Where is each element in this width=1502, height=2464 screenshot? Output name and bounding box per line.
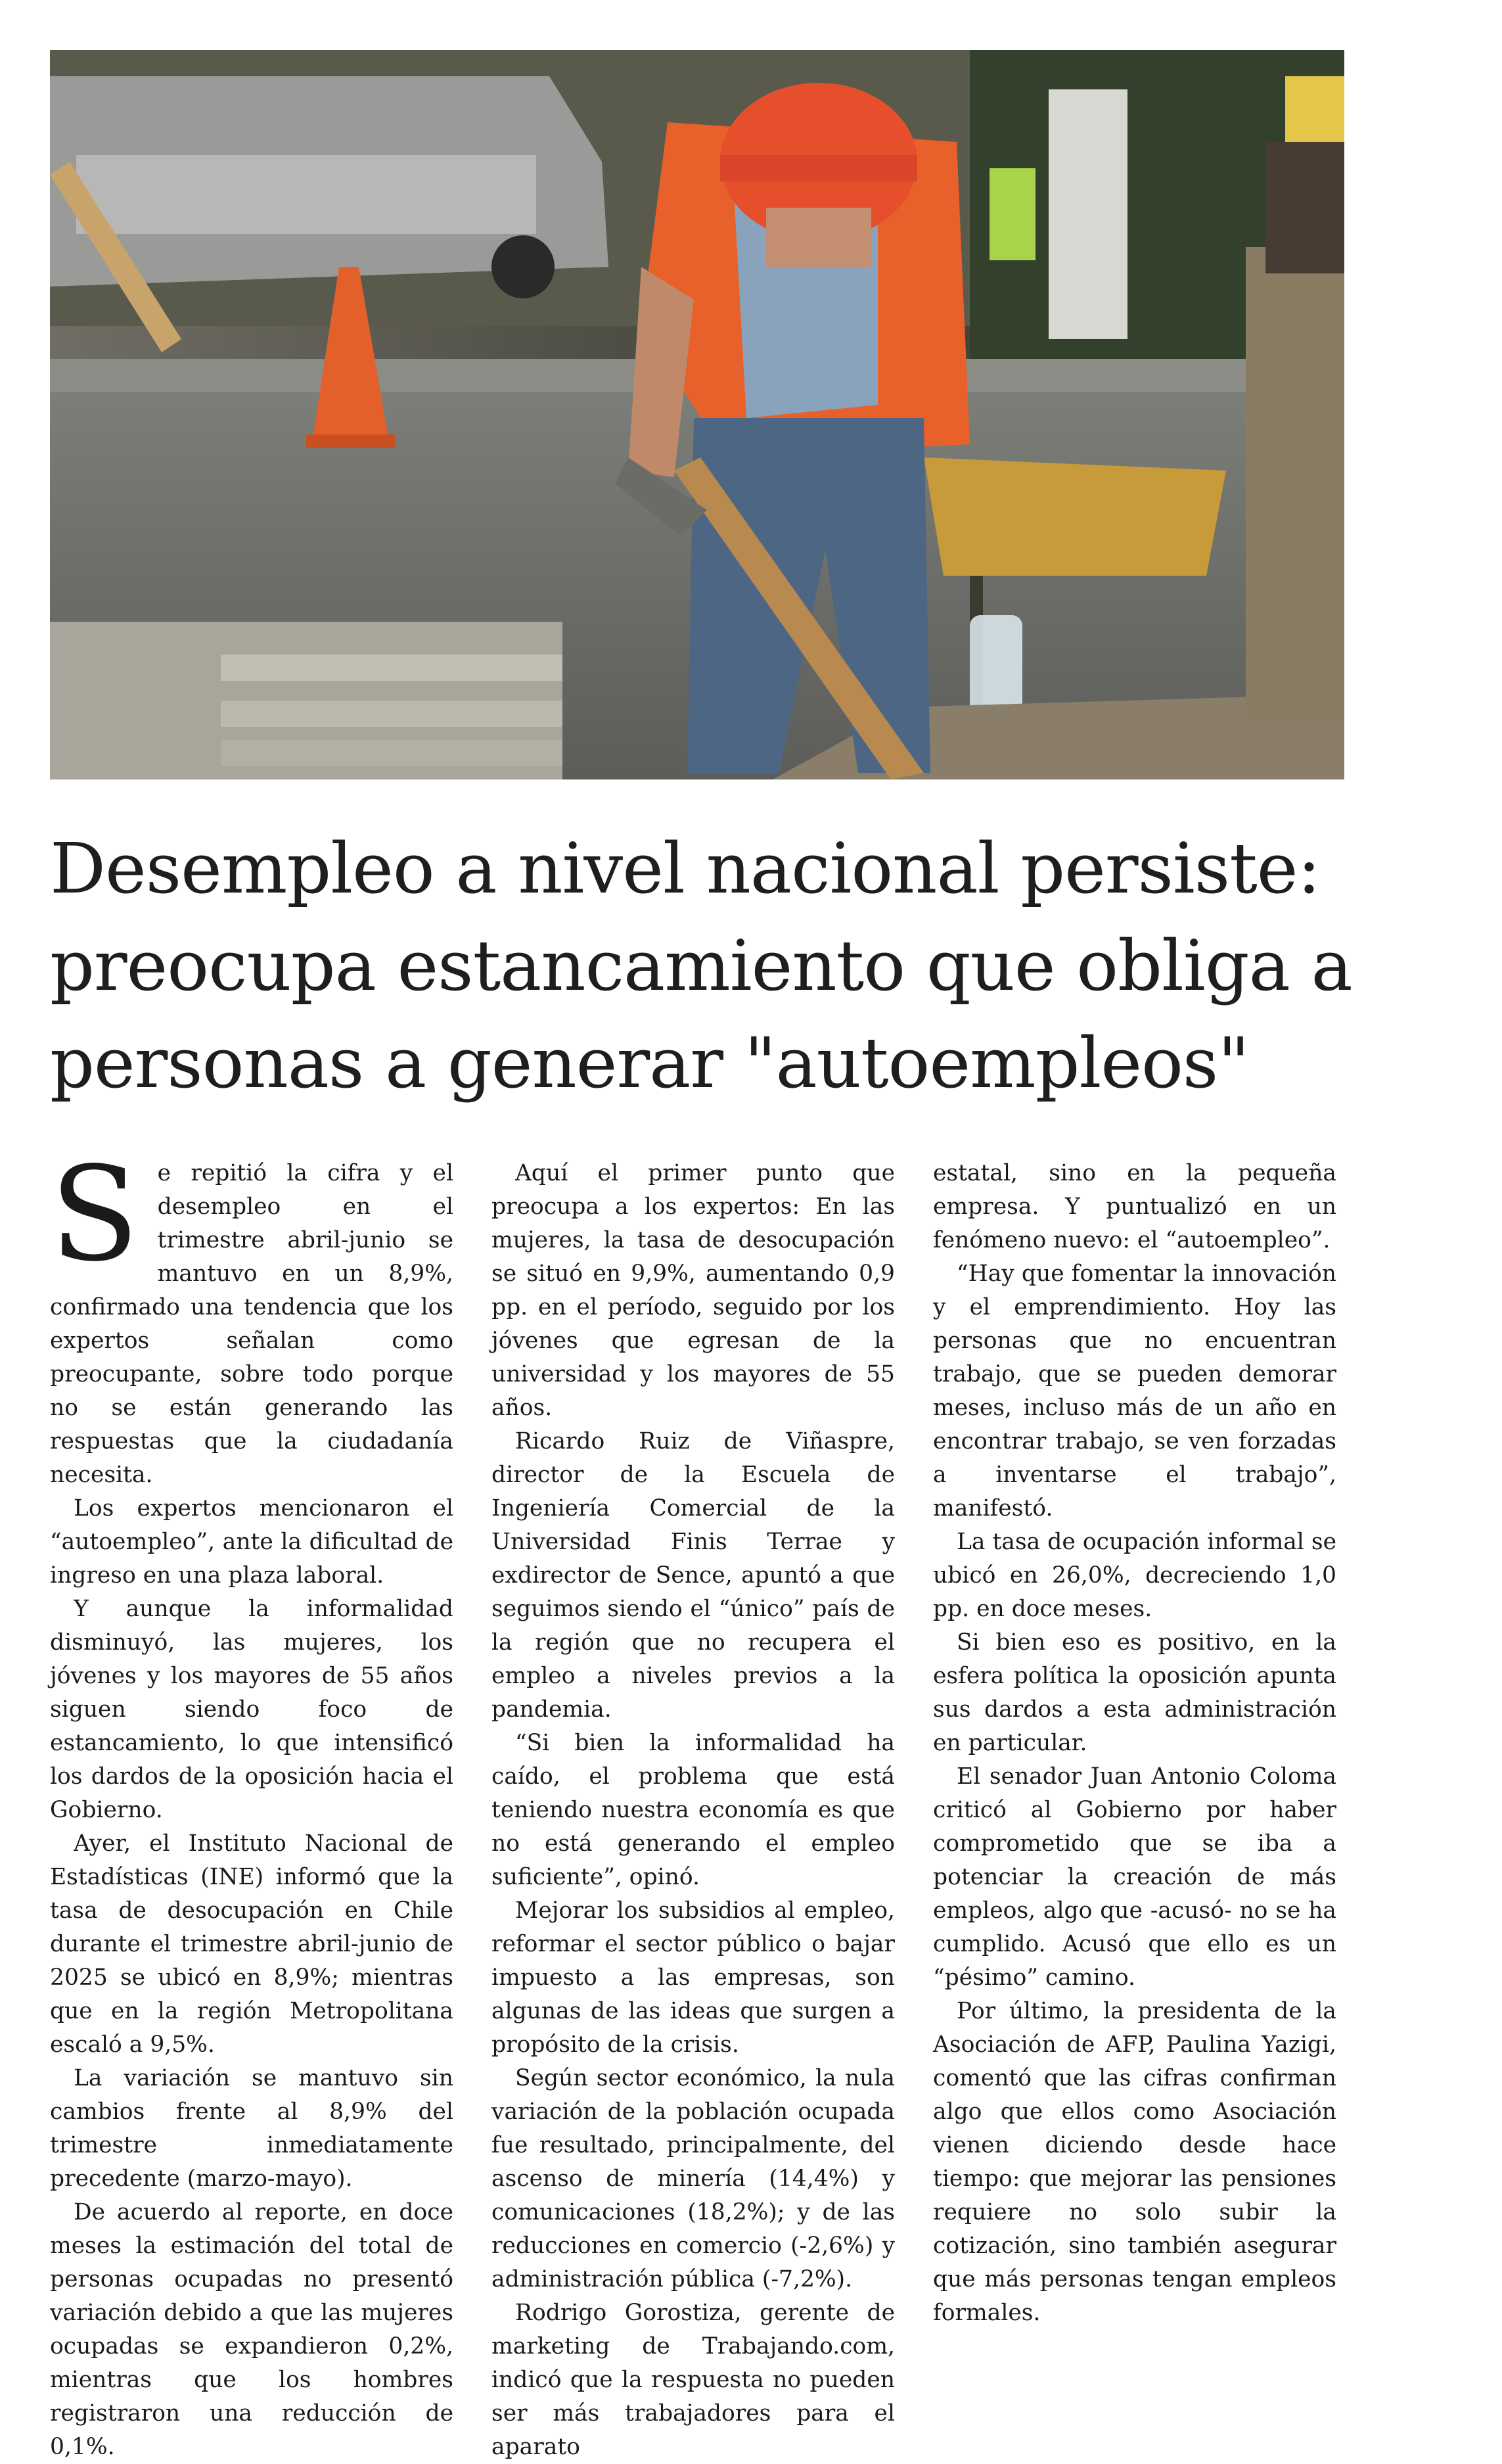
paragraph: Y aunque la informalidad disminuyó, las mujeres, los jóvenes y los mayores de 55 años siguen siendo foco de estancamiento, lo que intensificó los dardos de la oposición hacia el Gobierno. — [50, 1596, 453, 1823]
article-photo-worker-with-shovel — [50, 50, 1344, 779]
paragraph: La tasa de ocupación informal se ubicó en 26,0%, decreciendo 1,0 pp. en doce meses. — [933, 1529, 1336, 1622]
article-body — [50, 1138, 1344, 2460]
paragraph-continued: estatal, sino en la pequeña empresa. Y puntualizó en un fenómeno nuevo: el “autoempleo”. — [933, 1160, 1336, 1253]
paragraph: Si bien eso es positivo, en la esfera política la oposición apunta sus dardos a esta administración en particular. — [933, 1629, 1336, 1756]
article-column-1 — [50, 1138, 453, 2460]
paragraph: Los expertos mencionaron el “autoempleo”, ante la dificultad de ingreso en una plaza laboral. — [50, 1495, 453, 1589]
paragraph: “Si bien la informalidad ha caído, el problema que está teniendo nuestra economía es que no está generando el empleo suficiente”, opinó. — [491, 1730, 895, 1890]
paragraph: La variación se mantuvo sin cambios frente al 8,9% del trimestre inmediatamente precedente (marzo-mayo). — [50, 2065, 453, 2192]
article-column-3 — [933, 1157, 1336, 2326]
paragraph: Aquí el primer punto que preocupa a los expertos: En las mujeres, la tasa de desocupación se situó en 9,9%, aumentando 0,9 pp. en el período, seguido por los jóvenes que egresan de la universidad y los mayores de 55 años. — [491, 1160, 895, 1421]
paragraph: El senador Juan Antonio Coloma criticó al Gobierno por haber comprometido que se iba a potenciar la creación de más empleos, algo que -acusó- no se ha cumplido. Acusó que ello es un “pésimo” camino. — [933, 1763, 1336, 1991]
paragraph: Rodrigo Gorostiza, gerente de marketing de Trabajando.com, indicó que la respuesta no pueden ser más trabajadores para el aparato — [491, 2300, 895, 2460]
article-headline: Desempleo a nivel nacional persiste: preocupa estancamiento que obliga a personas a generar "autoempleos" — [50, 828, 1352, 1104]
paragraph: Ricardo Ruiz de Viñaspre, director de la Escuela de Ingeniería Comercial de la Universidad Finis Terrae y exdirector de Sence, apuntó a que seguimos siendo el “único” país de la región que no recupera el empleo a niveles previos a la pandemia. — [491, 1428, 895, 1723]
paragraph: Por último, la presidenta de la Asociación de AFP, Paulina Yazigi, comentó que las cifras confirman algo que ellos como Asociación vienen diciendo desde hace tiempo: que mejorar las pensiones requiere no solo subir la cotización, sino también asegurar que más personas tengan empleos formales. — [933, 1998, 1336, 2326]
paragraph: “Hay que fomentar la innovación y el emprendimiento. Hoy las personas que no encuentran trabajo, que se pueden demorar meses, incluso más de un año en encontrar trabajo, se ven forzadas a inventarse el trabajo”, manifestó. — [933, 1261, 1336, 1522]
paragraph: Ayer, el Instituto Nacional de Estadísticas (INE) informó que la tasa de desocupación en Chile durante el trimestre abril-junio de 2025 se ubicó en 8,9%; mientras que en la región Metropolitana escaló a 9,5%. — [50, 1830, 453, 2058]
paragraph: Según sector económico, la nula variación de la población ocupada fue resultado, principalmente, del ascenso de minería (14,4%) y comunicaciones (18,2%); y de las reducciones en comercio (-2,6%) y administración pública (-7,2%). — [491, 2065, 895, 2292]
photo-illustration — [50, 50, 1344, 779]
paragraph: De acuerdo al reporte, en doce meses la estimación del total de personas ocupadas no presentó variación debido a que las mujeres ocupadas se expandieron 0,2%, mientras que los hombres registraron una reducción de 0,1%. — [50, 2199, 453, 2460]
paragraph-lead — [50, 1138, 453, 1492]
drop-cap: S — [50, 1138, 139, 1290]
article-column-2 — [491, 1157, 895, 2460]
paragraph-lead-text: e repitió la cifra y el desempleo en el trimestre abril-junio se mantuvo en un 8,9%, confirmado una tendencia que los expertos señalan como preocupante, sobre todo porque no se están generando las respuestas que la ciudadanía necesita. — [50, 1160, 453, 1488]
paragraph: Mejorar los subsidios al empleo, reformar el sector público o bajar impuesto a las empresas, son algunas de las ideas que surgen a propósito de la crisis. — [491, 1897, 895, 2058]
